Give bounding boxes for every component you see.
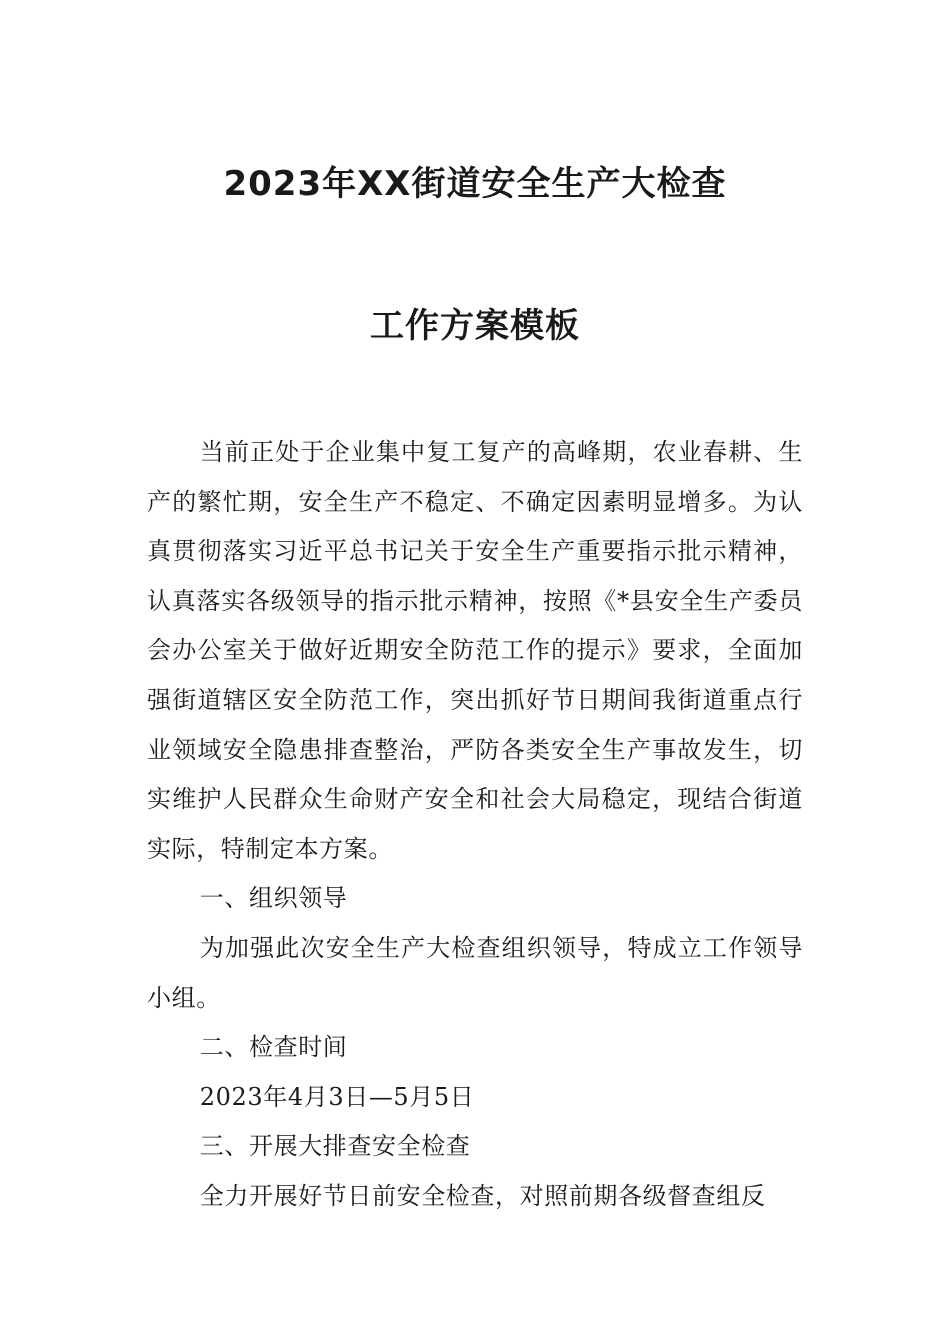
document-title-line-2: 工作方案模板 (370, 306, 580, 346)
paragraph-time: 2023年4月3日—5月5日 (199, 1082, 475, 1111)
document-body (147, 428, 803, 1222)
section-heading-inspection: 三、开展大排查安全检查 (199, 1132, 471, 1161)
document-title-line-1: 2023年XX街道安全生产大检查 (223, 164, 727, 204)
paragraph-intro: 当前正处于企业集中复工复产的高峰期，农业春耕、生产的繁忙期，安全生产不稳定、不确定因素明显增多。为认真贯彻落实习近平总书记关于安全生产重要指示批示精神，认真落实各级领导的指示批示精神，按照《*县安全生产委员会办公室关于做好近期安全防范工作的提示》要求，全面加强街道辖区安全防范工作，突出抓好节日期间我街道重点行业领域安全隐患排查整治，严防各类安全生产事故发生，切实维护人民群众生命财产安全和社会大局稳定，现结合街道实际，特制定本方案。 (147, 438, 803, 863)
section-heading-time: 二、检查时间 (199, 1033, 348, 1062)
paragraph-inspection: 全力开展好节日前安全检查，对照前期各级督查组反 (199, 1181, 766, 1210)
paragraph-organization: 为加强此次安全生产大检查组织领导，特成立工作领导小组。 (147, 933, 803, 1012)
section-heading-organization: 一、组织领导 (199, 884, 348, 913)
